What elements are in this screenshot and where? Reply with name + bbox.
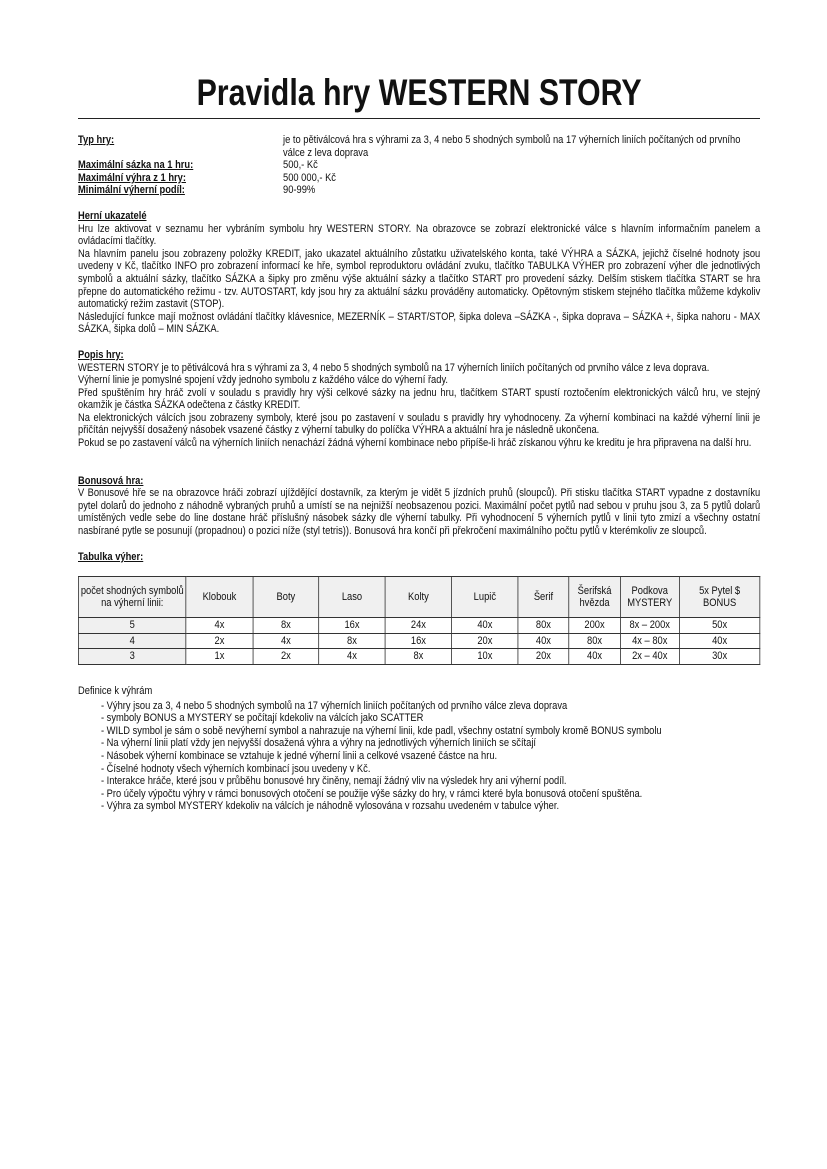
- paragraph: WESTERN STORY je to pětiválcová hra s výhrami za 3, 4 nebo 5 shodných symbolů na 17 výherních liniích počítaných od prvního válce z leva doprava.: [78, 361, 710, 374]
- column-header: Šerif: [518, 577, 569, 618]
- section-paytable: [78, 551, 760, 665]
- column-header: Šerifská hvězda: [569, 577, 620, 618]
- table-cell: 200x: [569, 618, 620, 634]
- table-cell: 2x: [253, 649, 319, 665]
- table-cell: 4x: [253, 633, 319, 649]
- table-cell: 10x: [452, 649, 518, 665]
- info-label-game-type: Typ hry:: [78, 134, 115, 146]
- section-definitions: [78, 685, 760, 813]
- list-item: - Na výherní linii platí vždy jen nejvyšší dosažená výhra a výhry na jednotlivých výherních liniích se sčítají: [101, 737, 760, 750]
- list-item: - symboly BONUS a MYSTERY se počítají kdekoliv na válcích jako SCATTER: [101, 712, 760, 725]
- table-cell: 8x: [385, 649, 452, 665]
- table-cell: 40x: [679, 633, 759, 649]
- list-item: - Pro účely výpočtu výhry v rámci bonusových otočení se použije výše sázky do hry, v rámci které byla bonusová otočení spuštěna.: [101, 788, 760, 801]
- table-header-row: [78, 577, 759, 618]
- info-label-max-win: Maximální výhra z 1 hry:: [78, 171, 186, 184]
- paragraph: V Bonusové hře se na obrazovce hráči zobrazí ujíždějící dostavník, za kterým je vidět 5 jízdních pruhů (sloupců). Při stisku tlačítka START vypadne z dostavníku pytel dolarů do jednoho z náhodně vybraných pruhů a umístí se na nejnižší neobsazenou pozici. Maximální počet pytlů nad sebou v pruhu jsou 3, za 5 pytlů dolarů umístěných vedle sebe do line dostane hráč příslušný násobek sázky dle výherní tabulky. Při vyhodnocení 5 výherních pytlů v linii tyto zmizí a všechny ostatní nasbírané pytle se posunují (propadnou) o pozici níže (styl tetris)). Bonusová hra končí při překročení maximálního počtu pytlů v kterémkoliv ze sloupců.: [78, 487, 761, 538]
- list-item: - WILD symbol je sám o sobě nevýherní symbol a nahrazuje na výherní linii, kde padl, všechny ostatní symboly kromě BONUS symbolu: [101, 725, 760, 738]
- column-header: Podkova MYSTERY: [620, 577, 679, 618]
- list-item: - Výhra za symbol MYSTERY kdekoliv na válcích je náhodně vylosována v rozsahu uvedeném v tabulce výher.: [101, 800, 760, 813]
- info-value-game-type: je to pětiválcová hra s výhrami za 3, 4 nebo 5 shodných symbolů na 17 výherních liniích počítaných od prvního válce z leva doprava: [283, 134, 741, 159]
- game-info: [78, 134, 760, 197]
- table-cell: 4x: [186, 618, 253, 634]
- column-header: Laso: [319, 577, 385, 618]
- paragraph: Před spuštěním hry hráč zvolí v souladu s pravidly hry výši celkové sázky na jednu hru, tlačítkem START spustí roztočením elektronických válců hru, ve stejný okamžik je částka SÁZKA odečtena z částky KREDIT.: [78, 386, 761, 412]
- paytable: [78, 576, 760, 665]
- info-value-min-rtp: 90-99%: [283, 184, 316, 197]
- table-cell: 20x: [518, 649, 569, 665]
- row-header-cell: 5: [78, 618, 186, 634]
- section-game-description: [78, 349, 760, 450]
- list-item: - Číselné hodnoty všech výherních kombinací jsou uvedeny v Kč.: [101, 763, 760, 776]
- info-label-max-bet: Maximální sázka na 1 hru:: [78, 159, 194, 172]
- table-cell: 2x – 40x: [620, 649, 679, 665]
- list-item: - Výhry jsou za 3, 4 nebo 5 shodných symbolů na 17 výherních liniích počítaných od prvního válce zleva doprava: [101, 700, 760, 713]
- info-value-max-bet: 500,- Kč: [283, 159, 318, 172]
- table-cell: 40x: [452, 618, 518, 634]
- document-body: [78, 134, 760, 813]
- title-divider: [78, 118, 760, 119]
- table-cell: 30x: [679, 649, 759, 665]
- definitions-list: [78, 700, 760, 813]
- list-item: - Interakce hráče, které jsou v průběhu bonusové hry činěny, nemají žádný vliv na výsledek hry ani výherní podíl.: [101, 775, 760, 788]
- column-header: Lupič: [452, 577, 518, 618]
- table-row: [78, 618, 759, 634]
- section-heading: Tabulka výher:: [78, 550, 144, 563]
- row-header-cell: 3: [78, 649, 186, 665]
- table-cell: 16x: [385, 633, 452, 649]
- info-value-max-win: 500 000,- Kč: [283, 171, 336, 184]
- table-row: [78, 633, 759, 649]
- table-cell: 20x: [452, 633, 518, 649]
- table-cell: 40x: [518, 633, 569, 649]
- column-header: počet shodných symbolů na výherní linii:: [78, 577, 186, 618]
- table-cell: 40x: [569, 649, 620, 665]
- paragraph: Na hlavním panelu jsou zobrazeny položky KREDIT, jako ukazatel aktuálního zůstatku uživatelského konta, také VÝHRA a SÁZKA, jejichž číselné hodnoty jsou uvedeny v Kč, tlačítko INFO pro zobrazení informací ke hře, symbol reproduktoru ovládání zvuku, tlačítko TABULKA VÝHER pro zobrazení výher dle jednotlivých symbolů a aktuální sázky, tlačítko SÁZKA a šipky pro změnu výše aktuální sázky a tlačítko START pro provedení sázky. Delším stiskem tlačítka START se hra přepne do automatického režimu - tzv. AUTOSTART, kdy jsou hry za aktuální sázku prováděny automaticky. Opětovným stiskem stejného tlačítka můžeme kdykoliv automatický režim zastavit (STOP).: [78, 247, 761, 311]
- paragraph: Na elektronických válcích jsou zobrazeny symboly, které jsou po zastavení v souladu s pravidly hry vyhodnoceny. Za výherní kombinaci na každé výherní linii je přičítán nejvyšší dosažený násobek vsazené částky z výherní tabulky do políčka VÝHRA a aktuální hra je následně ukončena.: [78, 411, 761, 437]
- table-cell: 4x – 80x: [620, 633, 679, 649]
- section-heading: Popis hry:: [78, 348, 124, 361]
- paragraph: Následující funkce mají možnost ovládání tlačítky klávesnice, MEZERNÍK – START/STOP, šipka doleva –SÁZKA -, šipka doprava – SÁZKA +, šipka nahoru - MAX SÁZKA, šipka dolů – MIN SÁZKA.: [78, 310, 761, 336]
- column-header: Klobouk: [186, 577, 253, 618]
- section-heading: Herní ukazatelé: [78, 209, 147, 222]
- table-cell: 2x: [186, 633, 253, 649]
- table-cell: 16x: [319, 618, 385, 634]
- table-cell: 1x: [186, 649, 253, 665]
- page-title: Pravidla hry WESTERN STORY: [196, 72, 642, 113]
- table-cell: 80x: [569, 633, 620, 649]
- column-header: 5x Pytel $ BONUS: [679, 577, 759, 618]
- table-cell: 8x – 200x: [620, 618, 679, 634]
- column-header: Boty: [253, 577, 319, 618]
- section-bonus-game: [78, 475, 760, 538]
- table-cell: 4x: [319, 649, 385, 665]
- table-cell: 50x: [679, 618, 759, 634]
- section-heading: Bonusová hra:: [78, 474, 144, 487]
- definitions-heading: Definice k výhrám: [78, 685, 153, 697]
- info-label-min-rtp: Minimální výherní podíl:: [78, 184, 185, 197]
- section-indicators: [78, 210, 760, 336]
- row-header-cell: 4: [78, 633, 186, 649]
- table-cell: 8x: [319, 633, 385, 649]
- table-cell: 8x: [253, 618, 319, 634]
- table-cell: 24x: [385, 618, 452, 634]
- paragraph: Výherní linie je pomyslné spojení vždy jednoho symbolu z každého válce do výherní řady.: [78, 374, 449, 387]
- column-header: Kolty: [385, 577, 452, 618]
- table-cell: 80x: [518, 618, 569, 634]
- paragraph: Hru lze aktivovat v seznamu her vybráním symbolu hry WESTERN STORY. Na obrazovce se zobrazí elektronické válce s hlavním informačním panelem a ovládacími tlačítky.: [78, 222, 761, 248]
- paragraph: Pokud se po zastavení válců na výherních liniích nenachází žádná výherní kombinace nebo připíše-li hráč získanou výhru ke kreditu je hra připravena na další hru.: [78, 437, 752, 450]
- table-row: [78, 649, 759, 665]
- list-item: - Násobek výherní kombinace se vztahuje k jedné výherní linii a celkové vsazené částce na hru.: [101, 750, 760, 763]
